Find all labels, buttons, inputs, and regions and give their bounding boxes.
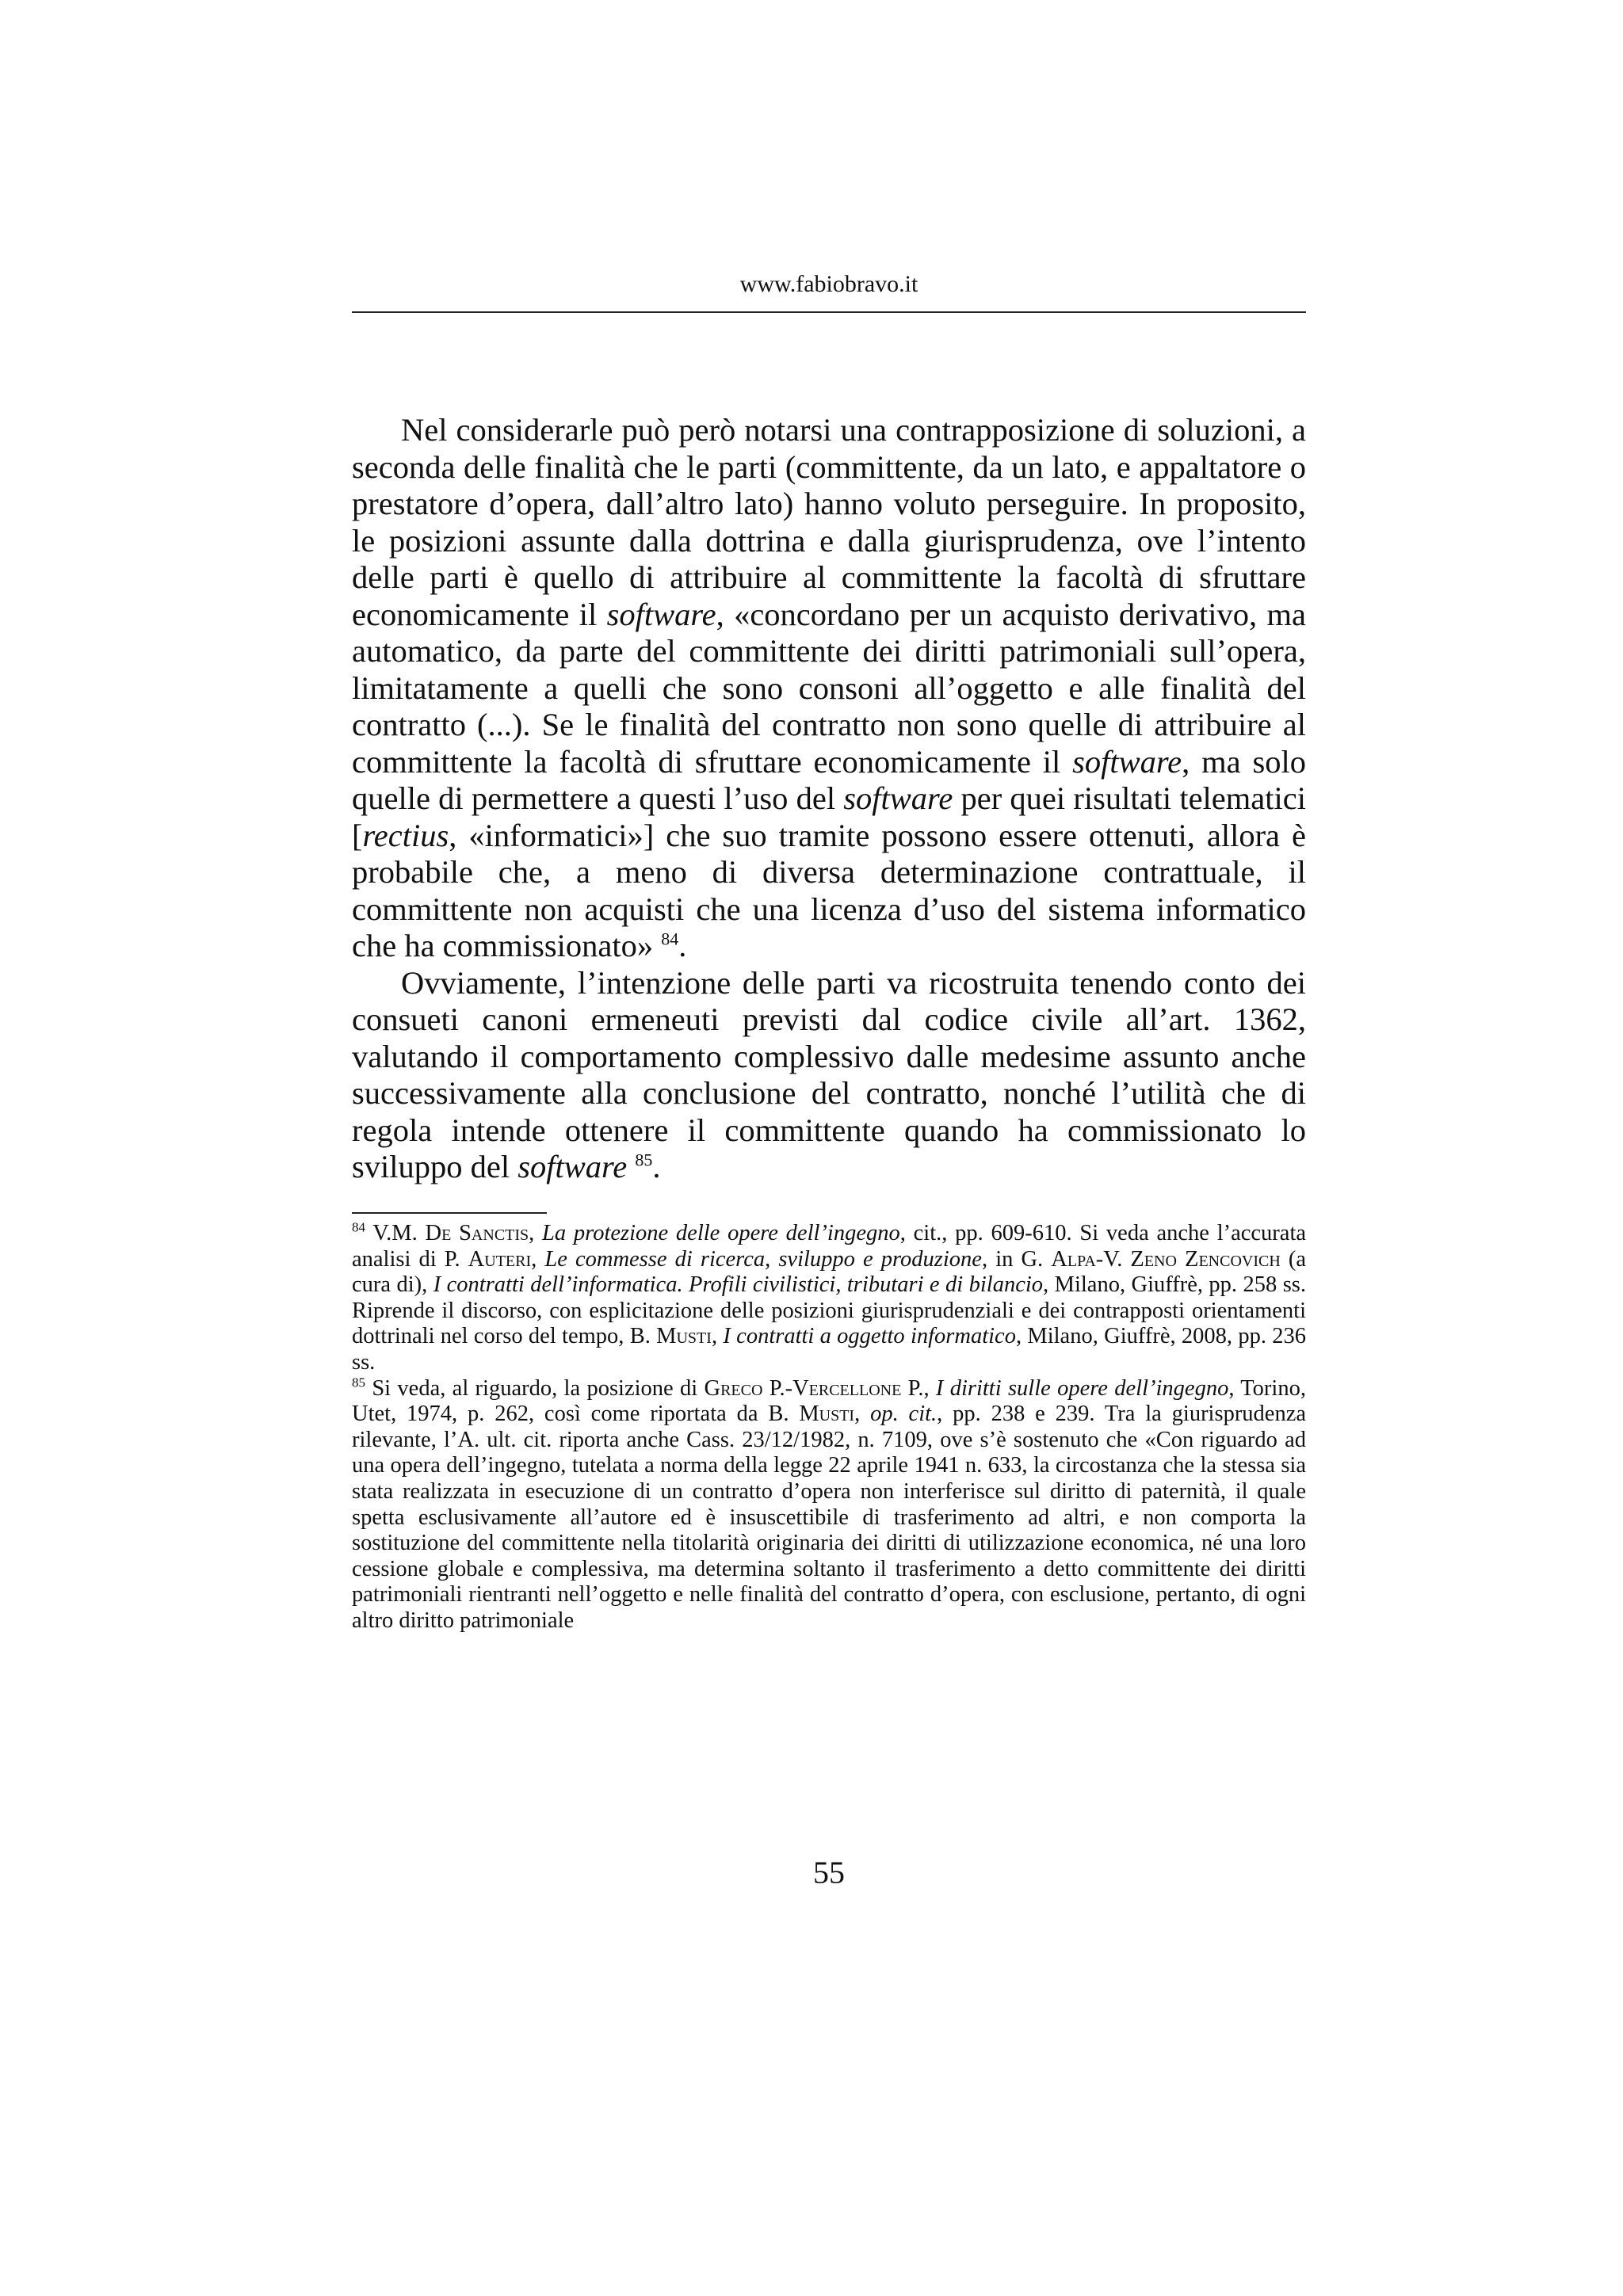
text-run: P.-: [762, 1375, 793, 1401]
text-run: -V.: [1095, 1246, 1131, 1272]
paragraph-2: [352, 965, 1306, 1186]
footnote-number: 85: [352, 1375, 365, 1390]
author-name: Vercellone: [792, 1375, 902, 1401]
footnote-ref-85[interactable]: 85: [635, 1150, 653, 1170]
footnote-number: 84: [352, 1219, 365, 1235]
text-run: ,: [854, 1402, 871, 1427]
text-run: .: [652, 1149, 661, 1184]
author-name: De Sanctis: [425, 1221, 529, 1245]
italic-run: rectius: [362, 817, 449, 853]
italic-run: software: [1072, 743, 1182, 780]
text-run: , pp. 238 e 239. Tra la giurisprudenza rilevante, l’A. ult. cit. riporta anche Cass. 23/12/1982, n. 7109, ove s’è sostenuto che «Con riguardo ad una opera dell’ingegno, tutelata a norma della legge 22 aprile 1941 n. 633, la circostanza che la stessa sia stata realizzata in esecuzione di un contratto d’opera non interferisce sul diritto di paternità, il quale spetta esclusivamente all’autore ed è insuscettibile di trasferimento ad altri, e non comporta la sostituzione del committente nella titolarità originaria dei diritti di utilizzazione economica, né una loro cessione globale e complessiva, ma determina soltanto il trasferimento a detto committente dei diritti patrimoniali rientranti nell’oggetto e nelle finalità del contratto d’opera, con esclusione, pertanto, di ogni altro diritto patrimoniale: [352, 1402, 1307, 1633]
work-title: I contratti dell’informatica. Profili civilistici, tributari e di bilancio: [433, 1272, 1044, 1298]
text-run: , Milano, Giuffrè, pp. 258 ss. Riprende il discorso, con esplicitazione delle posizioni giurisprudenziali e dei contrapposti orientamenti dottrinali nel corso del tempo, B.: [352, 1272, 1306, 1349]
work-title: I diritti sulle opere dell’ingegno: [935, 1375, 1229, 1401]
work-title: Le commesse di ricerca, sviluppo e produzione: [544, 1246, 982, 1272]
author-name: Musti: [656, 1324, 712, 1349]
work-title: op. cit.: [870, 1402, 938, 1427]
text-run: Ovviamente, l’intenzione delle parti va ricostruita tenendo conto dei consueti canoni ermeneuti previsti dal codice civile all’art. 1362, valutando il comportamento complessivo dalle medesime assunto anche successivamente alla conclusione del contratto, nonché l’utilità che di regola intende ottenere il committente quando ha commissionato lo sviluppo del: [352, 964, 1306, 1184]
italic-run: software: [843, 780, 953, 816]
paragraph-1: [352, 412, 1306, 965]
text-run: .: [678, 928, 687, 963]
text-run: Nel considerarle può però notarsi una contrapposizione di soluzioni, a seconda delle finalità che le parti (committente, da un lato, e appaltatore o prestatore d’opera, dall’altro lato) hanno voluto perseguire. In proposito, le posizioni assunte dalla dottrina e dalla giurisprudenza, ove l’intento delle parti è quello di attribuire al committente la facoltà di sfruttare economicamente il: [352, 412, 1306, 632]
footnote-84: [352, 1221, 1306, 1376]
author-name: Greco: [704, 1375, 763, 1401]
footnotes: [352, 1221, 1306, 1634]
text-run: (a cura di),: [352, 1246, 1307, 1298]
footnote-ref-84[interactable]: 84: [661, 929, 679, 949]
footnote-separator: [352, 1212, 547, 1214]
footnote-85: [352, 1376, 1306, 1634]
text-run: , «concordano per un acquisto derivativo, ma automatico, da parte del committente dei diritti patrimoniali sull’opera, limitatamente a quelli che sono consoni all’oggetto e alle finalità del contratto (...). Se le finalità del contratto non sono quelle di attribuire al committente la facoltà di sfruttare economicamente il: [352, 596, 1306, 780]
page-header-url: www.fabiobravo.it: [739, 271, 918, 297]
text-run: , «informatici»] che suo tramite possono essere ottenuti, allora è probabile che, a meno di diversa determinazione contrattuale, il committente non acquisti che una licenza d’uso del sistema informatico che ha commissionato»: [352, 817, 1306, 963]
text-run: ,: [711, 1324, 724, 1349]
text-run: per quei risultati telematici [: [352, 780, 1306, 853]
text-run: Si veda, al riguardo, la posizione di: [365, 1375, 705, 1401]
author-name: Musti: [799, 1402, 855, 1427]
text-run: , Torino, Utet, 1974, p. 262, così come riportata da B.: [352, 1375, 1306, 1427]
text-run: ,: [531, 1246, 545, 1272]
text-run: P.,: [901, 1375, 936, 1401]
text-run: V.M.: [365, 1221, 426, 1245]
author-name: Auteri: [468, 1246, 532, 1272]
header-rule: [352, 311, 1306, 313]
author-name: Zeno Zencovich: [1130, 1246, 1281, 1272]
text-run: , in G.: [981, 1246, 1052, 1272]
text-run: , ma solo quelle di permettere a questi l’uso del: [352, 743, 1306, 816]
work-title: La protezione delle opere dell’ingegno: [542, 1221, 900, 1245]
page-number: 55: [813, 1855, 845, 1890]
italic-run: software: [606, 596, 716, 632]
italic-run: software: [517, 1149, 628, 1184]
author-name: Alpa: [1051, 1246, 1096, 1272]
main-text: [352, 412, 1306, 1186]
work-title: I contratti a oggetto informatico: [723, 1324, 1016, 1349]
text-run: , Milano, Giuffrè, 2008, pp. 236 ss.: [352, 1324, 1307, 1375]
text-run: ,: [529, 1221, 543, 1245]
text-run: , cit., pp. 609-610. Si veda anche l’accurata analisi di P.: [352, 1221, 1307, 1272]
